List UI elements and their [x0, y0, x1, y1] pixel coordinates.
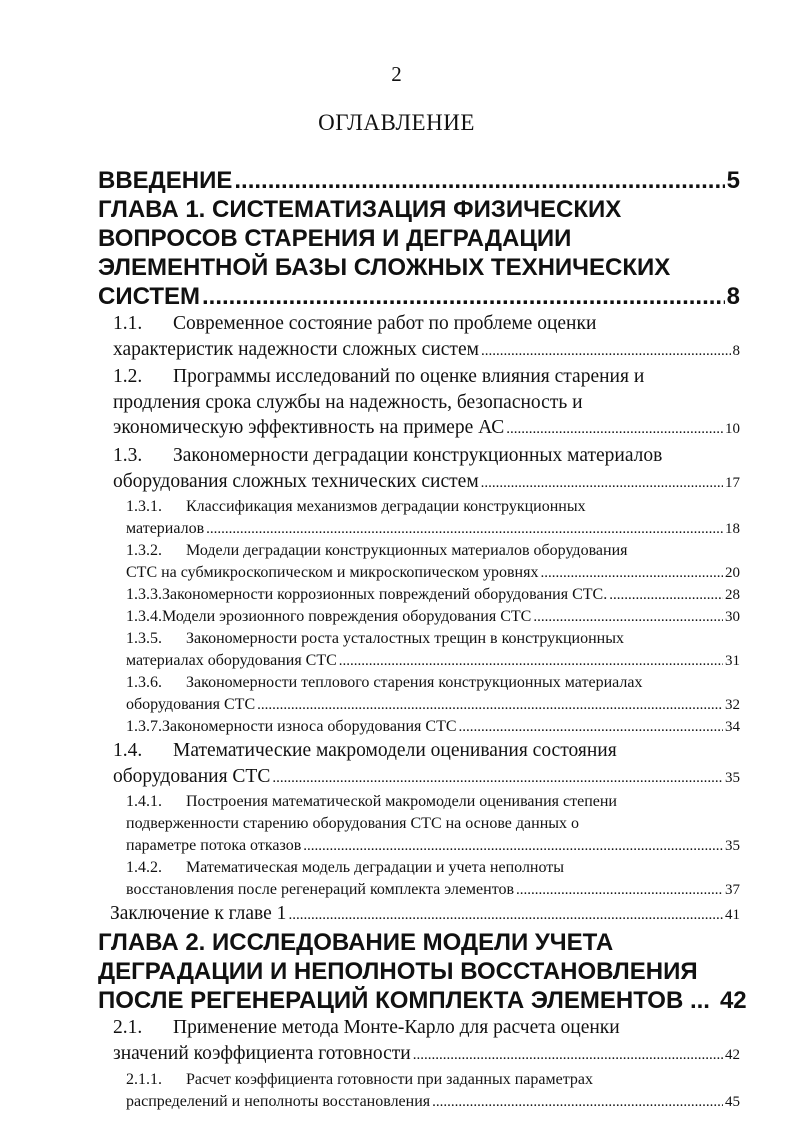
- toc-entry-number: 1.3.2.: [126, 542, 162, 560]
- toc-entry-text: Расчет коэффициента готовности при заданных параметрах: [186, 1070, 593, 1088]
- toc-entry-number: 1.3.7.: [126, 718, 162, 736]
- dot-leader: [540, 562, 723, 584]
- toc-entry-page: 8: [726, 283, 740, 310]
- dot-leader: [339, 650, 723, 672]
- dot-leader: [609, 584, 723, 606]
- toc-entry-page: 18: [725, 521, 740, 538]
- toc-entry-line: [126, 672, 740, 694]
- toc-entry-text: ГЛАВА 2. ИССЛЕДОВАНИЕ МОДЕЛИ УЧЕТА: [98, 929, 614, 957]
- toc-entry-text: Закономерности износа оборудования СТС: [162, 718, 457, 736]
- toc-entry-text: материалов: [126, 520, 205, 538]
- toc-entry: [98, 540, 740, 584]
- toc-entry-text: Классификация механизмов деградации конструкционных: [186, 498, 586, 516]
- toc-entry: [98, 628, 740, 672]
- toc-entry-page: 10: [725, 421, 740, 438]
- toc-entry-line: [113, 390, 740, 416]
- toc-entry-number: 1.3.3.: [126, 586, 162, 604]
- toc-entry-page: 20: [725, 565, 740, 582]
- toc-entry-line: [113, 415, 740, 443]
- toc-entry-line: [113, 738, 740, 764]
- toc-entry-line: [98, 253, 740, 282]
- toc-entry-text: параметре потока отказов: [126, 837, 302, 855]
- toc-entry-text: Закономерности роста усталостных трещин в конструкционных: [186, 630, 624, 648]
- dot-leader: [432, 1091, 723, 1113]
- toc-entry-text: СТС на субмикроскопическом и микроскопическом уровнях: [126, 564, 539, 582]
- toc-entry-line: [98, 224, 740, 253]
- toc-entry-line: [126, 628, 740, 650]
- toc-entry-line: [126, 562, 740, 584]
- toc-entry-text: Заключение к главе 1: [110, 903, 287, 925]
- toc-entry-text: ВВЕДЕНИЕ: [98, 167, 233, 194]
- dot-leader: [481, 339, 731, 365]
- toc-entry-page: 17: [725, 474, 740, 491]
- toc-entry-text: ЭЛЕМЕНТНОЙ БАЗЫ СЛОЖНЫХ ТЕХНИЧЕСКИХ: [98, 254, 671, 281]
- toc-entry-page: 42: [719, 987, 747, 1015]
- toc-entry-line: [126, 496, 740, 518]
- toc-entry-text: Программы исследований по оценке влияния старения и: [173, 366, 645, 388]
- toc-entry-text: значений коэффициента готовности: [113, 1042, 411, 1064]
- toc-entry-line: [110, 901, 740, 928]
- toc-entry-number: 1.3.5.: [126, 630, 162, 648]
- toc-entry-number: 2.1.: [113, 1017, 143, 1039]
- dot-leader: [481, 471, 723, 497]
- toc-entry-number: 1.2.: [113, 366, 143, 388]
- toc-entry: [98, 364, 740, 443]
- toc-entry-line: [113, 337, 740, 365]
- toc-entry-text: оборудования СТС: [113, 765, 271, 787]
- toc-entry-text: ВОПРОСОВ СТАРЕНИЯ И ДЕГРАДАЦИИ: [98, 225, 572, 252]
- toc-entry-text: Применение метода Монте-Карло для расчета оценки: [173, 1017, 620, 1039]
- toc-entry-page: 35: [725, 838, 740, 855]
- toc-entry-page: 5: [726, 167, 740, 194]
- toc-entry-text: Математическая модель деградации и учета неполноты: [186, 859, 565, 877]
- toc-entry: [98, 857, 740, 901]
- toc-entry-page: 42: [725, 1046, 740, 1063]
- toc-entry-page: 37: [725, 882, 740, 899]
- toc-entry-line: [98, 166, 740, 195]
- toc-entry-number: 2.1.1.: [126, 1070, 162, 1088]
- toc-entry-text: Закономерности теплового старения конструкционных материалах: [186, 674, 643, 692]
- toc-entry-text: подверженности старению оборудования СТС на основе данных о: [126, 815, 580, 833]
- dot-leader: [257, 694, 723, 716]
- toc-entry-line: [126, 1069, 740, 1091]
- toc-entry-number: 1.4.1.: [126, 793, 162, 811]
- dot-leader: [288, 903, 723, 928]
- toc-entry-number: 1.3.4.: [126, 608, 162, 626]
- toc-entry-text: ГЛАВА 1. СИСТЕМАТИЗАЦИЯ ФИЗИЧЕСКИХ: [98, 196, 622, 223]
- toc-entry-text: Модели деградации конструкционных материалов оборудования: [186, 542, 628, 560]
- toc-entry-page: 28: [725, 587, 740, 604]
- toc-entry-line: [113, 311, 740, 337]
- toc-entry: [98, 901, 740, 928]
- toc-entry-text: ДЕГРАДАЦИИ И НЕПОЛНОТЫ ВОССТАНОВЛЕНИЯ: [98, 958, 698, 986]
- toc-entry: [98, 716, 740, 738]
- toc-entry-line: [126, 694, 740, 716]
- toc-entry-text: СИСТЕМ: [98, 283, 200, 310]
- toc-entry-page: 8: [732, 342, 740, 359]
- dot-leader: [516, 879, 723, 901]
- dot-leader: [234, 166, 724, 195]
- toc-entry-line: [98, 195, 740, 224]
- toc-entry-text: экономическую эффективность на примере АС: [113, 417, 505, 439]
- toc-entry-text: оборудования СТС: [126, 696, 256, 714]
- dot-leader: [506, 417, 723, 443]
- toc-entry-line: [126, 1091, 740, 1113]
- dot-leader: [459, 716, 723, 738]
- toc-entry-page: 34: [725, 719, 740, 736]
- toc-entry: [98, 166, 740, 195]
- toc-entry-text: ПОСЛЕ РЕГЕНЕРАЦИЙ КОМПЛЕКТА ЭЛЕМЕНТОВ ...: [98, 987, 710, 1015]
- toc-entry-line: [113, 764, 740, 792]
- toc-entry-line: [126, 813, 740, 835]
- toc-entry-text: восстановления после регенераций комплекта элементов: [126, 881, 515, 899]
- toc-entry-page: 30: [725, 609, 740, 626]
- toc-entry-page: 35: [725, 769, 740, 786]
- toc-entry-text: оборудования сложных технических систем: [113, 470, 479, 492]
- toc-entry-line: [126, 650, 740, 672]
- toc-entry-page: 32: [725, 697, 740, 714]
- toc-entry-text: Математические макромодели оценивания состояния: [173, 740, 617, 762]
- toc-entry-line: [126, 518, 740, 540]
- toc-entry-line: [98, 282, 740, 311]
- page-number: 2: [391, 62, 402, 86]
- toc-entry: [98, 443, 740, 496]
- toc-entry-number: 1.3.6.: [126, 674, 162, 692]
- toc-entry-text: распределений и неполноты восстановления: [126, 1092, 431, 1110]
- toc-entry: [98, 1069, 740, 1113]
- dot-leader: [533, 606, 723, 628]
- toc-entry-text: продления срока службы на надежность, безопасность и: [113, 391, 583, 413]
- toc-entry-page: 41: [725, 907, 740, 924]
- toc-entry-text: Закономерности деградации конструкционных материалов: [173, 444, 663, 466]
- toc-entry-number: 1.1.: [113, 313, 143, 334]
- toc-entry-page: 45: [725, 1093, 740, 1110]
- toc-entry-line: [98, 986, 747, 1015]
- toc-entry-line: [113, 1015, 740, 1041]
- toc-entry: [98, 311, 740, 364]
- dot-leader: [206, 518, 723, 540]
- toc-entry: [98, 791, 740, 857]
- toc-entry-line: [113, 469, 740, 497]
- toc-entry-text: Закономерности коррозионных повреждений оборудования СТС.: [162, 586, 608, 604]
- toc-entry: [98, 928, 747, 1015]
- toc-entry-line: [126, 791, 740, 813]
- toc-entry-line: [126, 716, 740, 738]
- toc-entry: [98, 1015, 740, 1068]
- toc-entry-line: [126, 540, 740, 562]
- toc-entry-number: 1.4.2.: [126, 859, 162, 877]
- toc-entry: [98, 606, 740, 628]
- toc-entry-line: [126, 606, 740, 628]
- dot-leader: [303, 835, 723, 857]
- dot-leader: [413, 1043, 723, 1069]
- toc-entry-line: [98, 928, 740, 957]
- toc-entry: [98, 672, 740, 716]
- toc-entry-line: [113, 1041, 740, 1069]
- toc-entry-text: Модели эрозионного повреждения оборудования СТС: [162, 608, 532, 626]
- toc-entry-number: 1.3.: [113, 444, 143, 466]
- toc-entry-line: [126, 879, 740, 901]
- toc-entry-line: [126, 584, 740, 606]
- toc-entry-number: 1.4.: [113, 740, 143, 762]
- table-of-contents: [98, 166, 747, 1113]
- toc-entry: [98, 584, 740, 606]
- toc-entry-line: [113, 364, 740, 390]
- toc-entry-line: [126, 857, 740, 879]
- toc-entry: [98, 738, 740, 791]
- toc-entry-text: Построения математической макромодели оценивания степени: [186, 793, 617, 811]
- toc-entry: [98, 496, 740, 540]
- toc-entry-page: 31: [725, 653, 740, 670]
- dot-leader: [202, 282, 725, 311]
- dot-leader: [272, 766, 723, 792]
- toc-entry-text: Современное состояние работ по проблеме оценки: [173, 313, 597, 334]
- toc-entry-line: [113, 443, 740, 469]
- toc-entry-number: 1.3.1.: [126, 498, 162, 516]
- toc-entry: [98, 195, 740, 311]
- toc-entry-text: материалах оборудования СТС: [126, 652, 337, 670]
- toc-entry-line: [98, 957, 740, 986]
- toc-title: ОГЛАВЛЕНИЕ: [318, 110, 475, 135]
- toc-entry-text: характеристик надежности сложных систем: [113, 338, 479, 360]
- toc-entry-line: [126, 835, 740, 857]
